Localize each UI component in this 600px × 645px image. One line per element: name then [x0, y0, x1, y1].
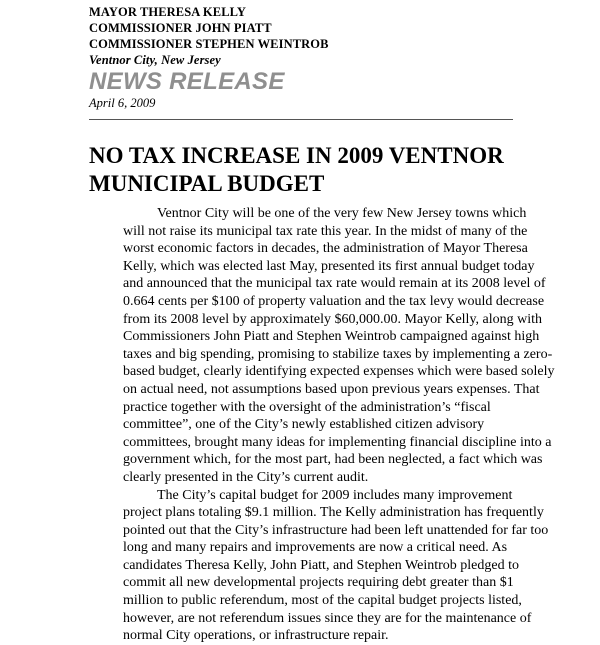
body-line: project plans totaling $9.1 million. The Kelly administration has frequently: [123, 505, 544, 521]
headline: [89, 142, 529, 198]
body-line: on actual need, not assumptions based upon previous years expenses. That: [123, 381, 540, 397]
article-body: [89, 205, 555, 645]
headline-line-1: NO TAX INCREASE IN 2009 VENTNOR: [89, 143, 504, 168]
body-line: Ventnor City will be one of the very few New Jersey towns which: [157, 206, 527, 221]
body-line: worst economic factors in decades, the administration of Mayor Theresa: [123, 241, 528, 257]
body-line: Kelly, which was elected last May, presented its first annual budget today: [123, 258, 535, 274]
letterhead-commissioner-piatt: COMMISSIONER JOHN PIATT: [89, 21, 272, 35]
body-line: candidates Theresa Kelly, John Piatt, and Stephen Weintrob pledged to: [123, 557, 519, 573]
body-line: based budget, clearly identifying expected expenses which were based solely: [123, 364, 555, 380]
release-date: April 6, 2009: [89, 96, 156, 110]
body-line: million to public referendum, most of the capital budget projects listed,: [123, 593, 522, 609]
paragraph-1: [89, 205, 555, 487]
headline-line-2: MUNICIPAL BUDGET: [89, 171, 325, 196]
letterhead-location: Ventnor City, New Jersey: [89, 53, 221, 67]
body-line: practice together with the oversight of the administration’s “fiscal: [123, 399, 491, 415]
body-line: committee”, one of the City’s newly established citizen advisory: [123, 417, 485, 433]
paragraph-2: [89, 487, 549, 645]
body-line: normal City operations, or infrastructure repair.: [123, 628, 389, 644]
body-line: pointed out that the City’s infrastructure had been left unattended for far too: [123, 522, 549, 538]
body-line: taxes and big spending, promising to stabilize taxes by implementing a zero-: [123, 346, 553, 362]
body-line: Commissioners John Piatt and Stephen Weintrob campaigned against high: [123, 329, 540, 345]
body-line: 0.664 cents per $100 of property valuation and the tax levy would decrease: [123, 293, 545, 309]
body-line: however, are not referendum issues since they are for the maintenance of: [123, 610, 532, 626]
body-line: will not raise its municipal tax rate this year. In the midst of many of the: [123, 223, 528, 239]
horizontal-rule: [89, 119, 513, 120]
body-line: clearly presented in the City’s current audit.: [123, 469, 369, 485]
body-line: The City’s capital budget for 2009 includes many improvement: [157, 487, 513, 503]
body-line: government which, for the most part, had been neglected, a fact which was: [123, 452, 543, 468]
letterhead-commissioner-weintrob: COMMISSIONER STEPHEN WEINTROB: [89, 37, 329, 51]
letterhead-mayor: MAYOR THERESA KELLY: [89, 5, 247, 19]
body-line: committees, brought many ideas for implementing financial discipline into a: [123, 434, 552, 450]
body-line: long and many repairs and improvements are now a critical need. As: [123, 540, 508, 556]
body-line: and announced that the municipal tax rate would remain at its 2008 level of: [123, 276, 546, 292]
body-line: from its 2008 level by approximately $60,000.00. Mayor Kelly, along with: [123, 311, 543, 327]
body-line: commit all new developmental projects requiring debt greater than $1: [123, 575, 514, 591]
news-release-title: NEWS RELEASE: [89, 68, 285, 95]
letterhead: [89, 4, 329, 68]
